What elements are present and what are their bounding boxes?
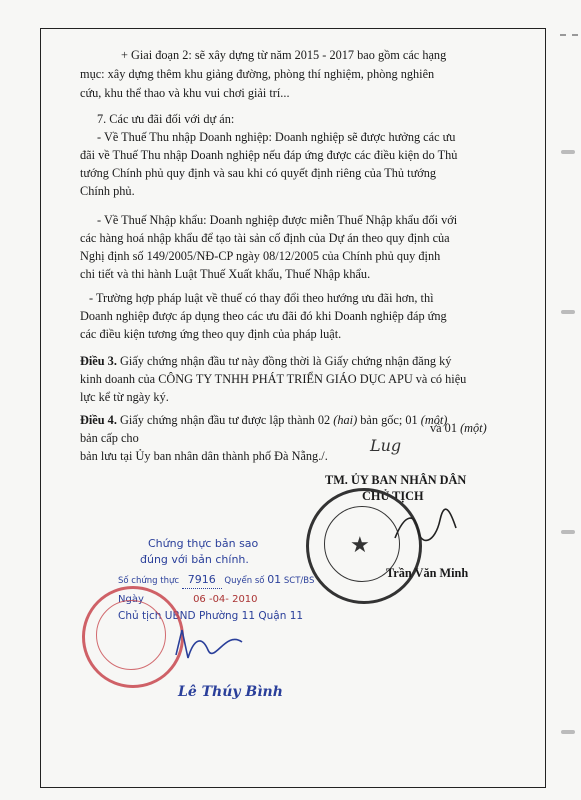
- article-4-text: và 01: [430, 421, 461, 435]
- article-3-text: Giấy chứng nhận đầu tư này đồng thời là Giấy chứng nhận đăng ký: [116, 354, 452, 368]
- cert-number-line: [118, 572, 314, 589]
- article-4-text: bản gốc; 01: [357, 413, 421, 427]
- punch-mark: [561, 530, 575, 534]
- body-line: tướng Chính phủ quy định và sau khi có quyết định riêng của Thủ tướng: [80, 166, 437, 180]
- cert-line: Chứng thực bản sao: [148, 537, 259, 550]
- cert-number-value: 7916: [182, 572, 222, 589]
- article-3-line: lực kể từ ngày ký.: [80, 390, 169, 404]
- article-4-text: (hai): [333, 413, 358, 427]
- cert-number-label: Số chứng thực: [118, 576, 180, 586]
- cert-book-label: Quyển số: [224, 576, 265, 586]
- chairman-signature: [390, 508, 460, 548]
- certifier-signature: [168, 620, 248, 670]
- cert-book-suffix: SCT/BS: [283, 576, 315, 586]
- ward-stamp-inner: [96, 600, 166, 670]
- body-line: Nghị định số 149/2005/NĐ-CP ngày 08/12/2005 của Chính phủ quy định: [80, 249, 441, 263]
- article-4-text: (một): [420, 413, 448, 427]
- body-line: cứu, khu thể thao và khu vui chơi giải trí...: [80, 86, 290, 100]
- article-3-line: kinh doanh của CÔNG TY TNHH PHÁT TRIỂN GIÁO DỤC APU và có hiệu: [80, 372, 467, 386]
- body-line: các điều kiện tương ứng theo quy định của pháp luật.: [80, 327, 342, 341]
- seal-star-icon: ★: [350, 532, 370, 557]
- handwritten-initials: Lug: [370, 436, 402, 455]
- cert-line: đúng với bản chính.: [140, 553, 249, 566]
- article-3-line: [80, 353, 451, 369]
- cert-chairman: Chủ tịch UBND Phường 11 Quận 11: [118, 610, 304, 622]
- article-4-label: Điều 4.: [80, 413, 117, 427]
- body-line: chi tiết và thi hành Luật Thuế Xuất khẩu, Thuế Nhập khẩu.: [80, 267, 371, 281]
- certifier-name: Lê Thúy Bình: [178, 684, 283, 700]
- article-4-line: bản lưu tại Ủy ban nhân dân thành phố Đà Nẵng./.: [80, 449, 328, 463]
- punch-mark: [561, 310, 575, 314]
- article-4-text: Giấy chứng nhận đầu tư được lập thành 02: [116, 413, 334, 427]
- body-line: 7. Các ưu đãi đối với dự án:: [97, 112, 235, 126]
- punch-mark: [561, 730, 575, 734]
- body-line: + Giai đoạn 2: sẽ xây dựng từ năm 2015 - 2017 bao gồm các hạng: [121, 48, 447, 62]
- body-line: - Về Thuế Nhập khẩu: Doanh nghiệp được miễn Thuế Nhập khẩu đối với: [97, 213, 458, 227]
- punch-mark: [561, 150, 575, 154]
- signature-org: TM. ỦY BAN NHÂN DÂN: [325, 473, 467, 487]
- article-4-line: [80, 412, 447, 428]
- body-line: Doanh nghiệp được áp dụng theo các ưu đãi đó khi Doanh nghiệp đáp ứng: [80, 309, 447, 323]
- body-line: Chính phủ.: [80, 184, 135, 198]
- cert-book-value: 01: [267, 573, 282, 586]
- signer-name: Trần Văn Minh: [386, 566, 469, 580]
- article-3-label: Điều 3.: [80, 354, 117, 368]
- body-line: - Về Thuế Thu nhập Doanh nghiệp: Doanh nghiệp sẽ được hưởng các ưu: [97, 130, 456, 144]
- article-4-line: bản cấp cho: [80, 431, 139, 445]
- body-line: mục: xây dựng thêm khu giảng đường, phòng thí nghiệm, phòng nghiên: [80, 67, 435, 81]
- article-4-text: (một): [460, 421, 487, 435]
- cert-date-label: Ngày: [118, 594, 144, 605]
- body-line: đãi về Thuế Thu nhập Doanh nghiệp nếu đáp ứng được các điều kiện do Thủ: [80, 148, 458, 162]
- cert-date-value: 06 -04- 2010: [193, 594, 258, 605]
- signature-title: CHỦ TỊCH: [362, 489, 424, 503]
- article-4-line: [430, 420, 487, 436]
- body-line: các hàng hoá nhập khẩu để tạo tài sản cố định của Dự án theo quy định của: [80, 231, 450, 245]
- scan-mark: [560, 34, 578, 40]
- body-line: - Trường hợp pháp luật về thuế có thay đổi theo hướng ưu đãi hơn, thì: [89, 291, 434, 305]
